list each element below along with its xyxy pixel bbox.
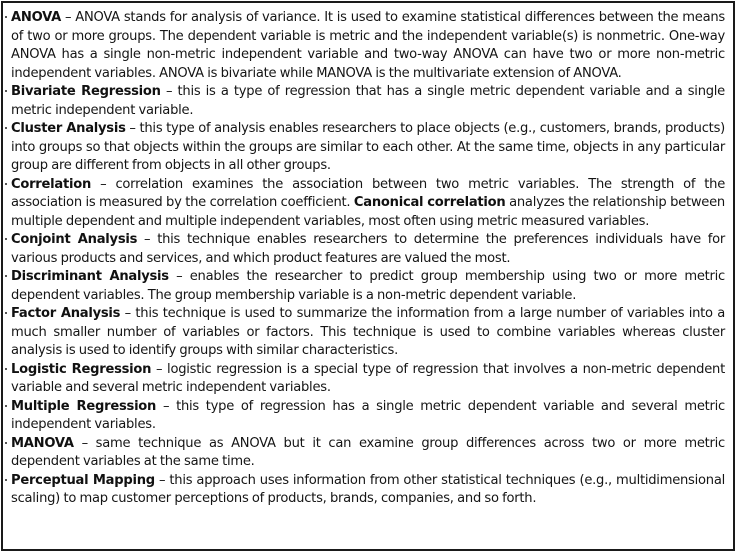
definition-text: – this approach uses information from other statistical techniques (e.g., multidimensional scaling) to map customer perceptions of products, brands, companies, and so forth. bbox=[11, 472, 725, 506]
term-label: Bivariate Regression bbox=[11, 84, 161, 99]
entry-manova bbox=[11, 435, 725, 472]
entry-factor-analysis bbox=[11, 305, 725, 361]
entry-multiple-regression bbox=[11, 398, 725, 435]
definition-text-continued: analyzes the relationship between multiple dependent and multiple independent variables, most often using metric measured variables. bbox=[11, 195, 725, 229]
definition-text: – enables the researcher to predict group membership using two or more metric dependent variables. The group membership variable is a non-metric dependent variable. bbox=[11, 269, 725, 303]
term-label: Factor Analysis bbox=[11, 306, 121, 321]
entry-perceptual-mapping bbox=[11, 472, 725, 509]
term-label: Cluster Analysis bbox=[11, 121, 126, 136]
entry-anova bbox=[11, 9, 725, 83]
term-label: MANOVA bbox=[11, 435, 74, 451]
entry-bivariate-regression bbox=[11, 83, 725, 120]
definition-text: – same technique as ANOVA but it can examine group differences across two or more metric dependent variables at the same time. bbox=[11, 435, 725, 469]
entry-conjoint-analysis bbox=[11, 231, 725, 268]
term-label: Discriminant Analysis bbox=[11, 269, 169, 284]
entry-logistic-regression bbox=[11, 361, 725, 398]
definition-text: – this type of regression has a single metric dependent variable and several metric independent variables. bbox=[11, 398, 726, 432]
definition-text: – this technique enables researchers to determine the preferences individuals have for various products and services, and which product features are valued the most. bbox=[11, 232, 726, 266]
term-label: ANOVA bbox=[11, 10, 61, 25]
entry-correlation bbox=[11, 176, 725, 232]
term-label: Logistic Regression bbox=[11, 361, 152, 377]
definition-text: – this is a type of regression that has a single metric dependent variable and a single metric independent variable. bbox=[11, 84, 725, 118]
definition-text: – this technique is used to summarize the information from a large number of variables into a much smaller number of variables or factors. This technique is used to combine variables whereas cluster analysis is used to identify groups with similar characteristics. bbox=[11, 306, 726, 358]
term-label: Correlation bbox=[11, 176, 92, 192]
glossary-box bbox=[1, 1, 735, 551]
term-label: Conjoint Analysis bbox=[11, 232, 138, 247]
term-label: Perceptual Mapping bbox=[11, 472, 155, 488]
term-label: Multiple Regression bbox=[11, 398, 157, 414]
definition-text: – ANOVA stands for analysis of variance. It is used to examine statistical differences between the means of two or more groups. The dependent variable is metric and the independent variable(s) is nonmetric. One-way ANOVA has a single non-metric independent variable and two-way ANOVA can have two or more non-metric independent variables. ANOVA is bivariate while MANOVA is the multivariate extension of ANOVA. bbox=[11, 10, 725, 81]
definition-text: – correlation examines the association between two metric variables. The strength of the association is measured by the correlation coefficient. bbox=[11, 176, 725, 210]
entry-cluster-analysis bbox=[11, 120, 725, 176]
definition-text: – this type of analysis enables researchers to place objects (e.g., customers, brands, products) into groups so that objects within the groups are similar to each other. At the same time, objects in any particular group are different from objects in all other groups. bbox=[11, 121, 725, 173]
entry-discriminant-analysis bbox=[11, 268, 725, 305]
definition-text: – logistic regression is a special type of regression that involves a non-metric dependent variable and several metric independent variables. bbox=[11, 361, 725, 395]
inline-term-label: Canonical correlation bbox=[353, 195, 506, 210]
